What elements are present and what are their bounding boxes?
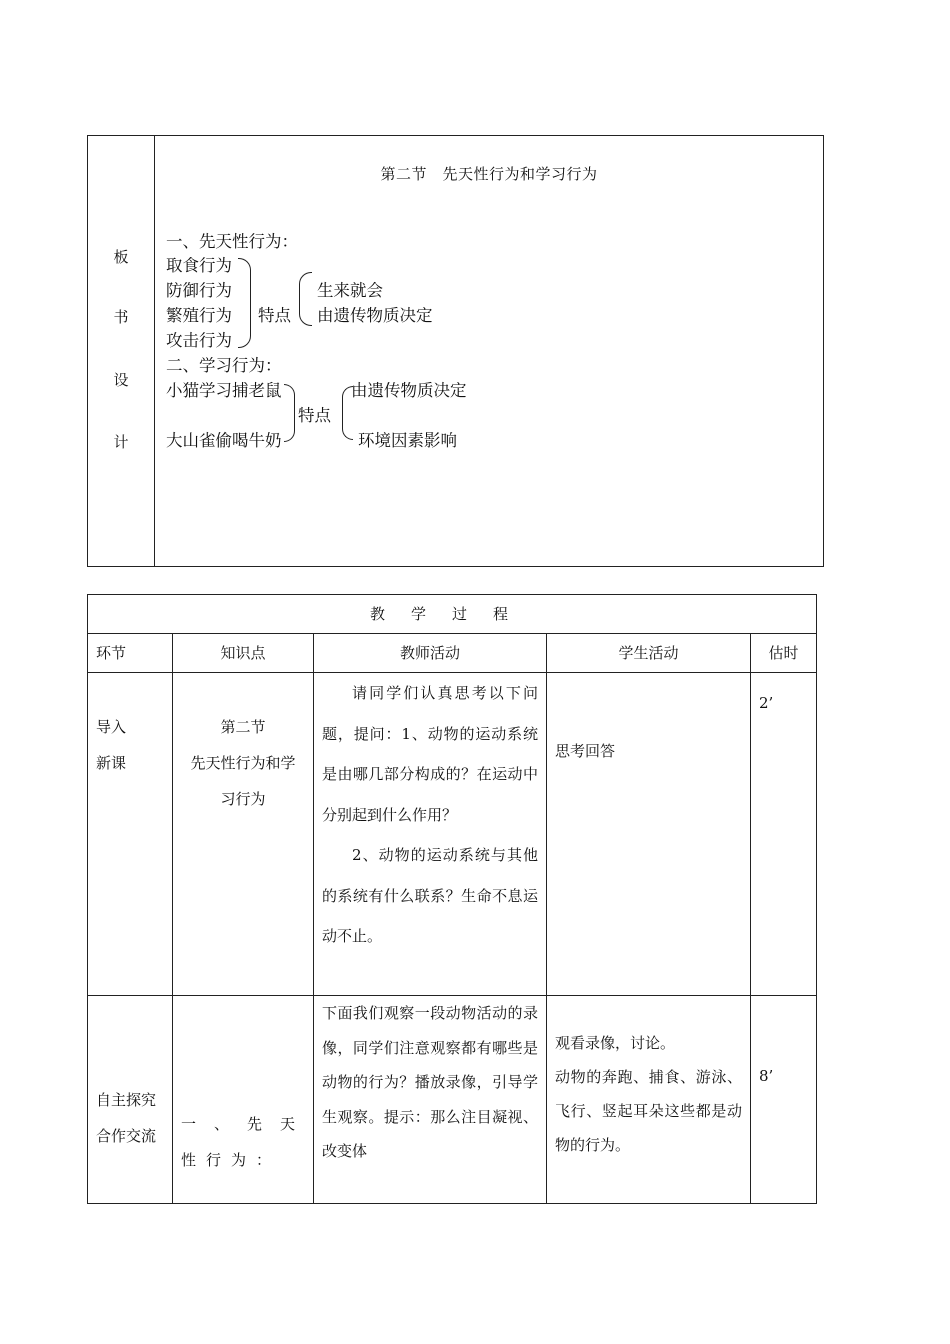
right-brace: [284, 384, 295, 442]
column-header: 知识点: [173, 634, 314, 673]
table-row: [88, 673, 817, 996]
table-row: [88, 996, 817, 1204]
knowledge-cell: 一、先天性行为：: [173, 996, 314, 1204]
innate-item: 繁殖行为: [166, 306, 232, 325]
time-cell: 2’: [751, 673, 817, 996]
teacher-paragraph: 2、动物的运动系统与其他的系统有什么联系？生命不息运动不止。: [322, 846, 538, 945]
board-label-char: 设: [113, 371, 129, 389]
column-header: 环节: [88, 634, 173, 673]
learned-item: 小猫学习捕老鼠: [166, 381, 282, 400]
student-activity-cell: 思考回答: [547, 673, 751, 996]
student-line: 动物的奔跑、捕食、游泳、飞行、竖起耳朵这些都是动物的行为。: [555, 1068, 742, 1154]
student-line: 观看录像，讨论。: [555, 1034, 676, 1052]
innate-feature: 生来就会: [317, 281, 383, 300]
right-brace: [238, 258, 251, 348]
innate-item: 攻击行为: [166, 331, 232, 350]
stage-line: 自主探究: [96, 1091, 157, 1109]
column-header: 学生活动: [547, 634, 751, 673]
knowledge-line: 第二节: [220, 718, 266, 736]
learned-heading: 二、学习行为：: [166, 356, 282, 375]
learned-feature: 由遗传物质决定: [351, 381, 467, 400]
knowledge-line: 先天性行为和学: [190, 754, 296, 772]
learned-feature: 环境因素影响: [358, 431, 457, 450]
teacher-paragraph: 请同学们认真思考以下问题，提问：1、动物的运动系统是由哪几部分构成的？在运动中分别起到什么作用？: [322, 684, 538, 824]
innate-heading: 一、先天性行为：: [166, 232, 298, 251]
knowledge-line: 习行为: [220, 790, 266, 808]
column-header: 估时: [751, 634, 817, 673]
stage-cell: [88, 673, 173, 996]
stage-line: 合作交流: [96, 1127, 157, 1145]
board-divider: [154, 136, 155, 566]
innate-feature-label: 特点: [258, 306, 291, 325]
table-header-row: [88, 634, 817, 673]
innate-item: 防御行为: [166, 281, 232, 300]
teaching-process-table: [87, 594, 817, 1204]
innate-item: 取食行为: [166, 256, 232, 275]
board-label-char: 计: [113, 433, 129, 451]
left-brace: [299, 272, 312, 326]
learned-feature-label: 特点: [298, 406, 331, 425]
stage-line: 导入: [96, 718, 127, 736]
board-design-box: [87, 135, 824, 567]
board-title: 第二节 先天性行为和学习行为: [380, 165, 598, 183]
time-cell: 8’: [751, 996, 817, 1204]
table-title: 教学过程: [88, 595, 817, 634]
innate-feature: 由遗传物质决定: [317, 306, 433, 325]
stage-line: 新课: [96, 754, 127, 772]
student-activity-cell: [547, 996, 751, 1204]
knowledge-cell: [173, 673, 314, 996]
teacher-activity-cell: 下面我们观察一段动物活动的录像，同学们注意观察都有哪些是动物的行为？播放录像，引导学生观察。提示：那么注目凝视、改变体: [314, 996, 547, 1204]
learned-item: 大山雀偷喝牛奶: [166, 431, 282, 450]
stage-cell: [88, 996, 173, 1204]
column-header: 教师活动: [314, 634, 547, 673]
board-label-char: 书: [113, 308, 129, 326]
board-label-char: 板: [113, 248, 129, 266]
teacher-activity-cell: [314, 673, 547, 996]
